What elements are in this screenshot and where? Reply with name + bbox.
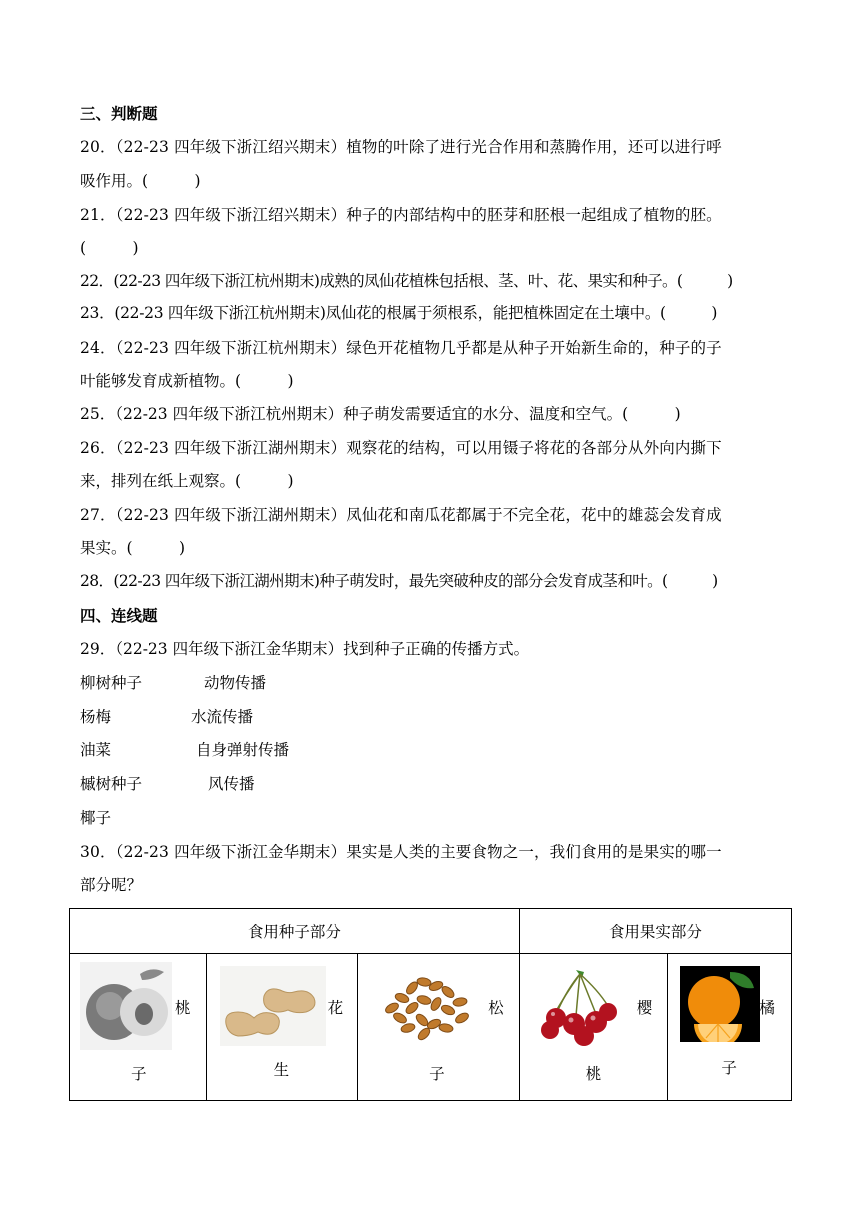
question-25: 25．（22-23 四年级下浙江杭州期末）种子萌发需要适宜的水分、温度和空气。( ) bbox=[80, 405, 681, 423]
question-24-line2: 叶能够发育成新植物。( ) bbox=[80, 372, 294, 390]
question-26-line2: 来，排列在纸上观察。( ) bbox=[80, 472, 294, 490]
question-30-line1: 30．（22-23 四年级下浙江金华期末）果实是人类的主要食物之一，我们食用的是果实的哪一 bbox=[80, 843, 722, 861]
table-cell-peanut[interactable] bbox=[206, 954, 358, 1101]
fruit-parts-table bbox=[69, 908, 792, 1101]
question-20-line1: 20．（22-23 四年级下浙江绍兴期末）植物的叶除了进行光合作用和蒸腾作用，还可以进行呼 bbox=[80, 138, 722, 156]
peach-image bbox=[80, 962, 172, 1050]
question-22: 22．(22-23 四年级下浙江杭州期末)成熟的凤仙花植株包括根、茎、叶、花、果实和种子。( ) bbox=[80, 272, 733, 290]
question-29-prompt: 29．（22-23 四年级下浙江金华期末）找到种子正确的传播方式。 bbox=[80, 640, 530, 658]
match-row bbox=[80, 739, 290, 761]
orange-image bbox=[680, 966, 760, 1042]
item-char-2: 桃 bbox=[585, 1065, 602, 1083]
question-28: 28．(22-23 四年级下浙江湖州期末)种子萌发时，最先突破种皮的部分会发育成茎和叶。( ) bbox=[80, 572, 718, 590]
match-row bbox=[80, 706, 254, 728]
pine-nut-image bbox=[378, 968, 476, 1044]
item-char-1: 樱 bbox=[636, 999, 653, 1017]
match-left-item[interactable]: 椰子 bbox=[80, 809, 112, 827]
item-char-1: 花 bbox=[327, 999, 344, 1017]
question-20-line2: 吸作用。( ) bbox=[80, 172, 201, 190]
header-fruit-part: 食用果实部分 bbox=[519, 909, 791, 954]
match-left-item[interactable]: 杨梅 bbox=[80, 708, 112, 726]
question-30-line2: 部分呢？ bbox=[80, 876, 143, 894]
section-3-title: 三、判断题 bbox=[80, 104, 158, 123]
item-char-1: 松 bbox=[488, 999, 504, 1017]
match-left-item[interactable]: 油菜 bbox=[80, 741, 112, 759]
match-row bbox=[80, 807, 111, 829]
match-right-item[interactable]: 动物传播 bbox=[204, 674, 267, 692]
question-24-line1: 24．（22-23 四年级下浙江杭州期末）绿色开花植物几乎都是从种子开始新生命的，种子的子 bbox=[80, 339, 722, 357]
table-cell-peach[interactable] bbox=[70, 954, 207, 1101]
item-char-1: 橘 bbox=[759, 999, 775, 1017]
item-char-2: 子 bbox=[131, 1065, 147, 1083]
item-char-2: 子 bbox=[721, 1059, 737, 1077]
item-char-2: 生 bbox=[273, 1061, 290, 1079]
match-right-item[interactable]: 自身弹射传播 bbox=[196, 741, 290, 759]
question-26-line1: 26．（22-23 四年级下浙江湖州期末）观察花的结构，可以用镊子将花的各部分从外向内撕下 bbox=[80, 439, 722, 457]
item-char-1: 桃 bbox=[175, 999, 191, 1017]
question-23: 23．(22-23 四年级下浙江杭州期末)凤仙花的根属于须根系，能把植株固定在土壤中。( ) bbox=[80, 304, 718, 322]
table-cell-orange[interactable] bbox=[668, 954, 792, 1101]
match-left-item[interactable]: 槭树种子 bbox=[80, 775, 143, 793]
cherry-image bbox=[538, 966, 620, 1048]
section-4-title: 四、连线题 bbox=[80, 606, 158, 625]
match-left-item[interactable]: 柳树种子 bbox=[80, 674, 143, 692]
match-row bbox=[80, 672, 267, 694]
question-27-line1: 27．（22-23 四年级下浙江湖州期末）凤仙花和南瓜花都属于不完全花，花中的雄蕊会发育成 bbox=[80, 506, 722, 524]
header-seed-part: 食用种子部分 bbox=[70, 909, 520, 954]
match-right-item[interactable]: 水流传播 bbox=[191, 708, 254, 726]
match-right-item[interactable]: 风传播 bbox=[208, 775, 255, 793]
question-21-line2: ( ) bbox=[80, 239, 139, 257]
peanut-image bbox=[220, 966, 326, 1046]
table-cell-pine-nut[interactable] bbox=[358, 954, 520, 1101]
question-27-line2: 果实。( ) bbox=[80, 539, 186, 557]
question-21-line1: 21．（22-23 四年级下浙江绍兴期末）种子的内部结构中的胚芽和胚根一起组成了植物的胚。 bbox=[80, 206, 722, 224]
table-cell-cherry[interactable] bbox=[519, 954, 668, 1101]
match-row bbox=[80, 773, 255, 795]
item-char-2: 子 bbox=[429, 1065, 445, 1083]
